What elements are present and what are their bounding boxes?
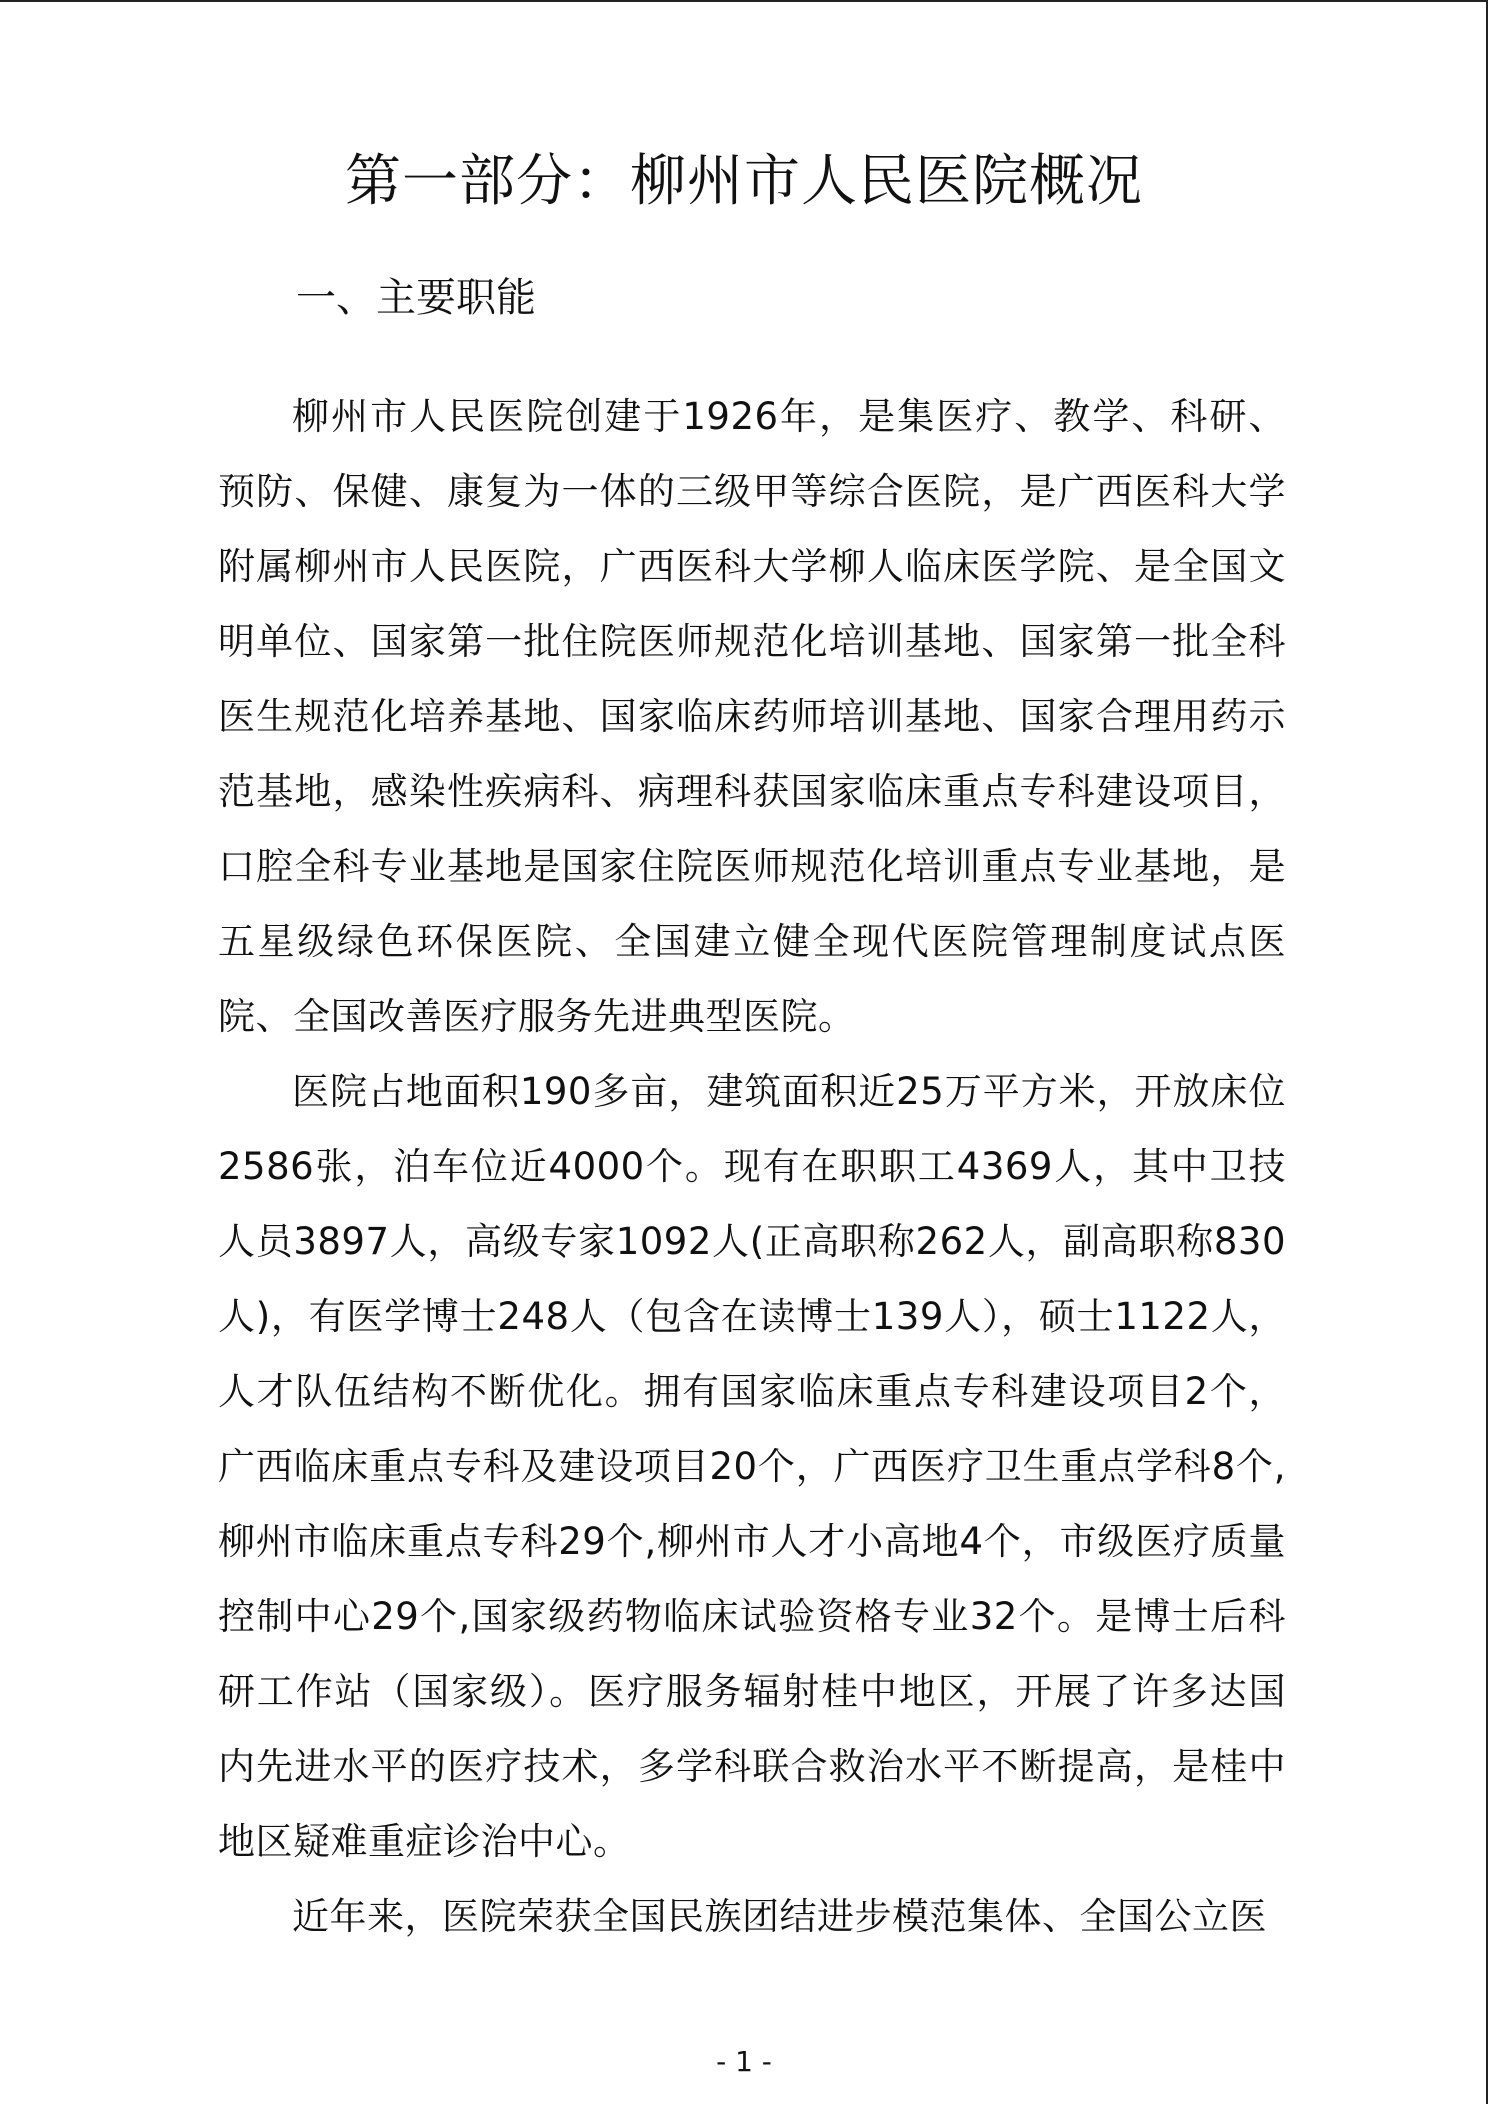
section-heading: 一、主要职能 [296,275,536,321]
body-text [218,379,1286,1954]
paragraph-hospital-overview: 柳州市人民医院创建于1926年，是集医疗、教学、科研、预防、保健、康复为一体的三级甲等综合医院，是广西医科大学附属柳州市人民医院，广西医科大学柳人临床医学院、是全国文明单位、国家第一批住院医师规范化培训基地、国家第一批全科医生规范化培养基地、国家临床药师培训基地、国家合理用药示范基地，感染性疾病科、病理科获国家临床重点专科建设项目，口腔全科专业基地是国家住院医师规范化培训重点专业基地，是五星级绿色环保医院、全国建立健全现代医院管理制度试点医院、全国改善医疗服务先进典型医院。 [218,395,1286,1038]
document-title: 第一部分：柳州市人民医院概况 [345,149,1143,214]
page-number: - 1 - [716,2045,772,2078]
paragraph-recent-honors: 近年来，医院荣获全国民族团结进步模范集体、全国公立医 [292,1895,1267,1938]
paragraph-hospital-scale: 医院占地面积190多亩，建筑面积近25万平方米，开放床位2586张，泊车位近4000个。现有在职职工4369人，其中卫技人员3897人，高级专家1092人(正高职称262人，副高职称830人)，有医学博士248人（包含在读博士139人），硕士1122人，人才队伍结构不断优化。拥有国家临床重点专科建设项目2个，广西临床重点专科及建设项目20个，广西医疗卫生重点学科8个,柳州市临床重点专科29个,柳州市人才小高地4个，市级医疗质量控制中心29个,国家级药物临床试验资格专业32个。是博士后科研工作站（国家级）。医疗服务辐射桂中地区，开展了许多达国内先进水平的医疗技术，多学科联合救治水平不断提高，是桂中地区疑难重症诊治中心。 [218,1070,1286,1863]
